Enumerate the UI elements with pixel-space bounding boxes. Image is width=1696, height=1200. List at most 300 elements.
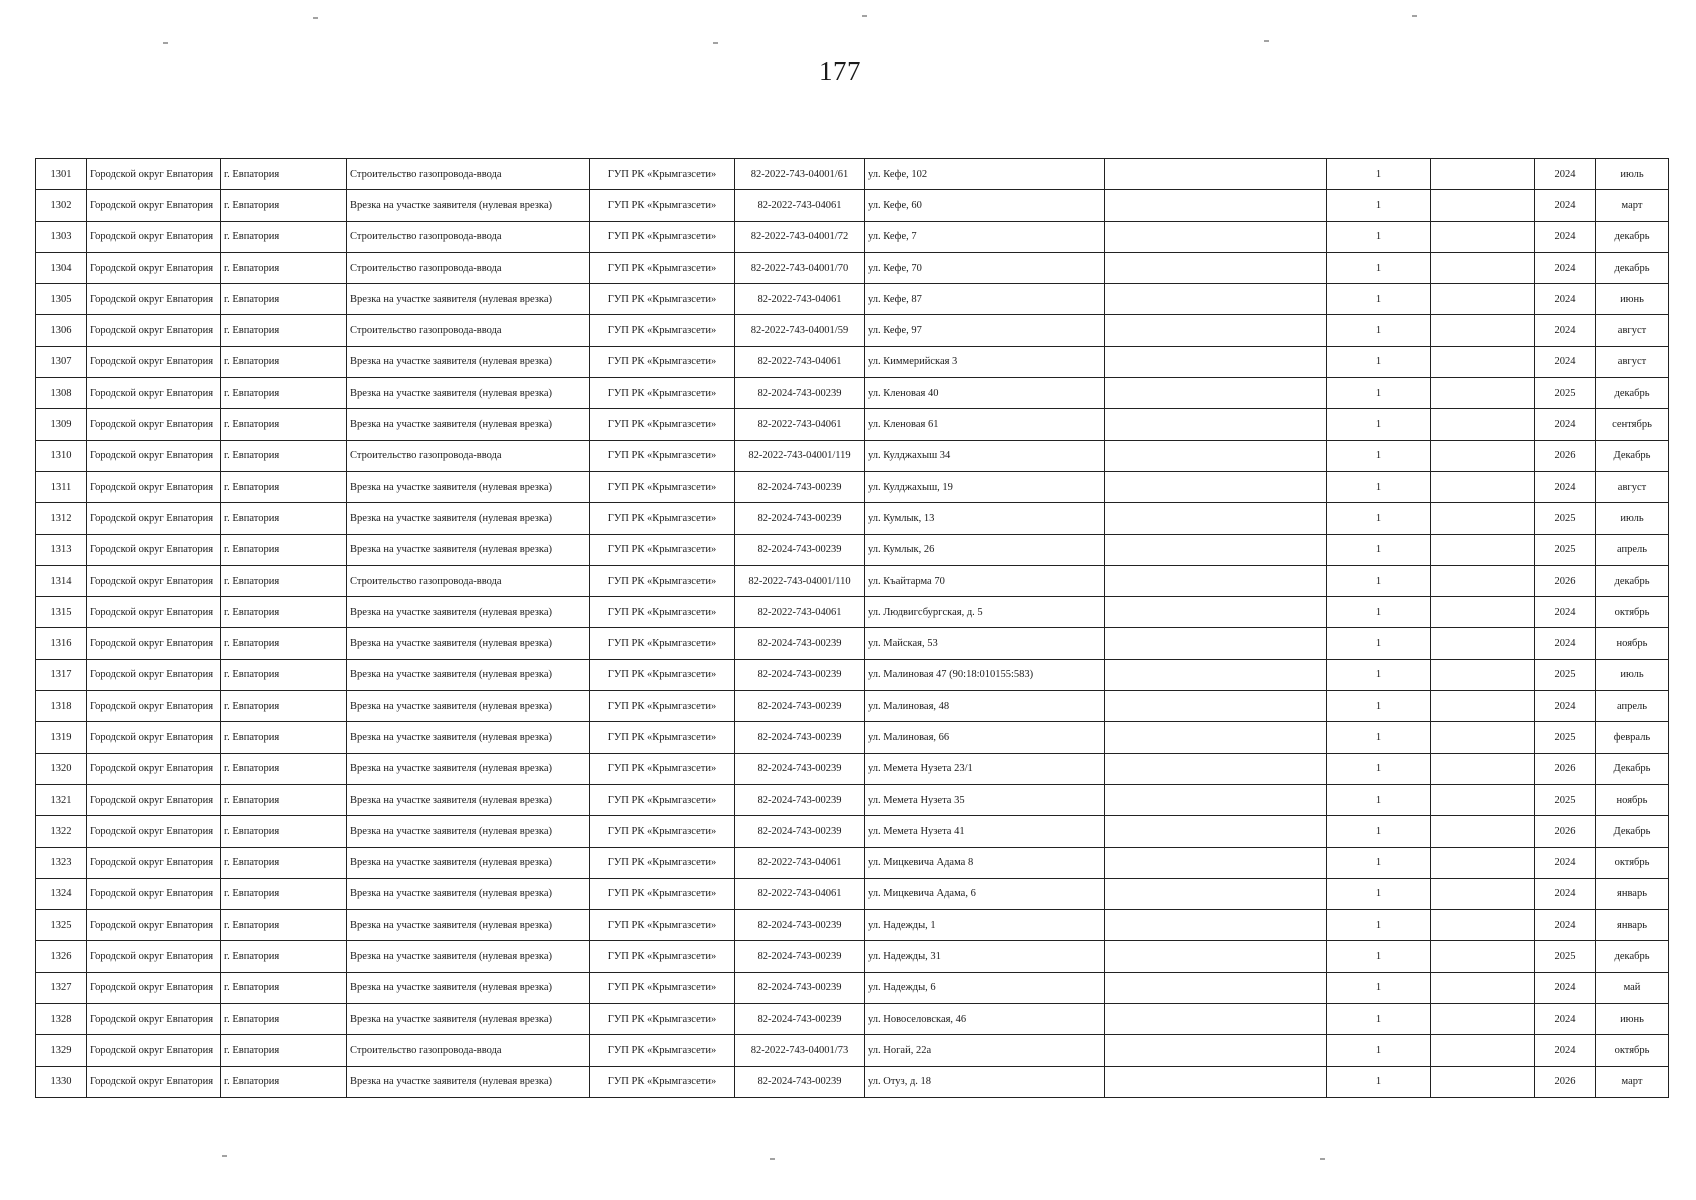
month-cell: Декабрь <box>1596 440 1669 471</box>
empty-cell <box>1105 346 1327 377</box>
quantity-cell: 1 <box>1327 440 1431 471</box>
district-cell: Городской округ Евпатория <box>87 878 221 909</box>
table-row <box>36 878 1669 909</box>
empty-cell <box>1431 471 1535 502</box>
table-body <box>36 159 1669 1098</box>
address-cell: ул. Малиновая, 48 <box>865 691 1105 722</box>
district-cell: Городской округ Евпатория <box>87 440 221 471</box>
work-type-cell: Врезка на участке заявителя (нулевая врезка) <box>347 816 590 847</box>
address-cell: ул. Новоселовская, 46 <box>865 1004 1105 1035</box>
month-cell: Декабрь <box>1596 816 1669 847</box>
year-cell: 2024 <box>1535 910 1596 941</box>
year-cell: 2026 <box>1535 753 1596 784</box>
address-cell: ул. Кефе, 97 <box>865 315 1105 346</box>
work-type-cell: Врезка на участке заявителя (нулевая врезка) <box>347 784 590 815</box>
city-cell: г. Евпатория <box>221 346 347 377</box>
month-cell: август <box>1596 315 1669 346</box>
scan-speck <box>313 17 318 19</box>
project-code-cell: 82-2024-743-00239 <box>735 941 865 972</box>
table-row <box>36 941 1669 972</box>
month-cell: август <box>1596 471 1669 502</box>
address-cell: ул. Мемета Нузета 23/1 <box>865 753 1105 784</box>
work-type-cell: Врезка на участке заявителя (нулевая врезка) <box>347 534 590 565</box>
year-cell: 2025 <box>1535 722 1596 753</box>
address-cell: ул. Кленовая 40 <box>865 378 1105 409</box>
empty-cell <box>1105 378 1327 409</box>
district-cell: Городской округ Евпатория <box>87 816 221 847</box>
organization-cell: ГУП РК «Крымгазсети» <box>590 565 735 596</box>
empty-cell <box>1105 816 1327 847</box>
empty-cell <box>1105 722 1327 753</box>
organization-cell: ГУП РК «Крымгазсети» <box>590 972 735 1003</box>
month-cell: апрель <box>1596 534 1669 565</box>
table-row <box>36 628 1669 659</box>
quantity-cell: 1 <box>1327 1035 1431 1066</box>
organization-cell: ГУП РК «Крымгазсети» <box>590 284 735 315</box>
organization-cell: ГУП РК «Крымгазсети» <box>590 503 735 534</box>
work-type-cell: Врезка на участке заявителя (нулевая врезка) <box>347 378 590 409</box>
work-type-cell: Врезка на участке заявителя (нулевая врезка) <box>347 597 590 628</box>
district-cell: Городской округ Евпатория <box>87 534 221 565</box>
organization-cell: ГУП РК «Крымгазсети» <box>590 691 735 722</box>
year-cell: 2025 <box>1535 503 1596 534</box>
work-type-cell: Врезка на участке заявителя (нулевая врезка) <box>347 847 590 878</box>
year-cell: 2024 <box>1535 252 1596 283</box>
address-cell: ул. Ногай, 22а <box>865 1035 1105 1066</box>
year-cell: 2024 <box>1535 409 1596 440</box>
organization-cell: ГУП РК «Крымгазсети» <box>590 1035 735 1066</box>
address-cell: ул. Мемета Нузета 41 <box>865 816 1105 847</box>
project-code-cell: 82-2024-743-00239 <box>735 1066 865 1097</box>
district-cell: Городской округ Евпатория <box>87 597 221 628</box>
empty-cell <box>1105 221 1327 252</box>
row-number-cell: 1302 <box>36 190 87 221</box>
district-cell: Городской округ Евпатория <box>87 784 221 815</box>
organization-cell: ГУП РК «Крымгазсети» <box>590 1066 735 1097</box>
row-number-cell: 1315 <box>36 597 87 628</box>
row-number-cell: 1317 <box>36 659 87 690</box>
empty-cell <box>1105 753 1327 784</box>
city-cell: г. Евпатория <box>221 753 347 784</box>
empty-cell <box>1105 1004 1327 1035</box>
project-code-cell: 82-2022-743-04001/61 <box>735 159 865 190</box>
work-type-cell: Врезка на участке заявителя (нулевая врезка) <box>347 628 590 659</box>
row-number-cell: 1313 <box>36 534 87 565</box>
quantity-cell: 1 <box>1327 378 1431 409</box>
quantity-cell: 1 <box>1327 346 1431 377</box>
month-cell: Декабрь <box>1596 753 1669 784</box>
work-type-cell: Врезка на участке заявителя (нулевая врезка) <box>347 346 590 377</box>
project-code-cell: 82-2022-743-04061 <box>735 346 865 377</box>
work-type-cell: Врезка на участке заявителя (нулевая врезка) <box>347 941 590 972</box>
organization-cell: ГУП РК «Крымгазсети» <box>590 784 735 815</box>
city-cell: г. Евпатория <box>221 221 347 252</box>
address-cell: ул. Мицкевича Адама 8 <box>865 847 1105 878</box>
empty-cell <box>1431 534 1535 565</box>
project-code-cell: 82-2024-743-00239 <box>735 691 865 722</box>
empty-cell <box>1105 784 1327 815</box>
empty-cell <box>1105 878 1327 909</box>
organization-cell: ГУП РК «Крымгазсети» <box>590 722 735 753</box>
project-code-cell: 82-2024-743-00239 <box>735 659 865 690</box>
quantity-cell: 1 <box>1327 691 1431 722</box>
row-number-cell: 1327 <box>36 972 87 1003</box>
project-code-cell: 82-2022-743-04061 <box>735 190 865 221</box>
row-number-cell: 1303 <box>36 221 87 252</box>
project-code-cell: 82-2024-743-00239 <box>735 972 865 1003</box>
empty-cell <box>1105 252 1327 283</box>
month-cell: октябрь <box>1596 597 1669 628</box>
address-cell: ул. Надежды, 1 <box>865 910 1105 941</box>
address-cell: ул. Надежды, 6 <box>865 972 1105 1003</box>
work-type-cell: Врезка на участке заявителя (нулевая врезка) <box>347 190 590 221</box>
year-cell: 2024 <box>1535 972 1596 1003</box>
empty-cell <box>1431 409 1535 440</box>
month-cell: май <box>1596 972 1669 1003</box>
empty-cell <box>1431 941 1535 972</box>
year-cell: 2024 <box>1535 597 1596 628</box>
city-cell: г. Евпатория <box>221 565 347 596</box>
organization-cell: ГУП РК «Крымгазсети» <box>590 659 735 690</box>
empty-cell <box>1105 440 1327 471</box>
district-cell: Городской округ Евпатория <box>87 628 221 659</box>
work-type-cell: Врезка на участке заявителя (нулевая врезка) <box>347 753 590 784</box>
city-cell: г. Евпатория <box>221 1004 347 1035</box>
city-cell: г. Евпатория <box>221 847 347 878</box>
quantity-cell: 1 <box>1327 221 1431 252</box>
quantity-cell: 1 <box>1327 1066 1431 1097</box>
organization-cell: ГУП РК «Крымгазсети» <box>590 346 735 377</box>
table-row <box>36 378 1669 409</box>
month-cell: декабрь <box>1596 565 1669 596</box>
empty-cell <box>1105 597 1327 628</box>
empty-cell <box>1431 597 1535 628</box>
month-cell: июль <box>1596 503 1669 534</box>
empty-cell <box>1105 659 1327 690</box>
table-row <box>36 910 1669 941</box>
district-cell: Городской округ Евпатория <box>87 252 221 283</box>
table-row <box>36 565 1669 596</box>
work-type-cell: Строительство газопровода-ввода <box>347 1035 590 1066</box>
district-cell: Городской округ Евпатория <box>87 941 221 972</box>
city-cell: г. Евпатория <box>221 597 347 628</box>
empty-cell <box>1105 1066 1327 1097</box>
city-cell: г. Евпатория <box>221 691 347 722</box>
empty-cell <box>1431 1004 1535 1035</box>
organization-cell: ГУП РК «Крымгазсети» <box>590 221 735 252</box>
empty-cell <box>1431 440 1535 471</box>
quantity-cell: 1 <box>1327 753 1431 784</box>
empty-cell <box>1431 252 1535 283</box>
table-row <box>36 1066 1669 1097</box>
empty-cell <box>1431 378 1535 409</box>
table-row <box>36 315 1669 346</box>
project-code-cell: 82-2024-743-00239 <box>735 753 865 784</box>
city-cell: г. Евпатория <box>221 628 347 659</box>
empty-cell <box>1431 972 1535 1003</box>
city-cell: г. Евпатория <box>221 659 347 690</box>
empty-cell <box>1105 284 1327 315</box>
month-cell: июль <box>1596 659 1669 690</box>
year-cell: 2025 <box>1535 784 1596 815</box>
year-cell: 2024 <box>1535 628 1596 659</box>
row-number-cell: 1305 <box>36 284 87 315</box>
city-cell: г. Евпатория <box>221 722 347 753</box>
project-code-cell: 82-2022-743-04001/59 <box>735 315 865 346</box>
work-type-cell: Врезка на участке заявителя (нулевая врезка) <box>347 722 590 753</box>
project-code-cell: 82-2022-743-04061 <box>735 847 865 878</box>
district-cell: Городской округ Евпатория <box>87 346 221 377</box>
empty-cell <box>1431 816 1535 847</box>
empty-cell <box>1431 784 1535 815</box>
row-number-cell: 1307 <box>36 346 87 377</box>
organization-cell: ГУП РК «Крымгазсети» <box>590 190 735 221</box>
organization-cell: ГУП РК «Крымгазсети» <box>590 471 735 502</box>
row-number-cell: 1318 <box>36 691 87 722</box>
address-cell: ул. Кленовая 61 <box>865 409 1105 440</box>
district-cell: Городской округ Евпатория <box>87 722 221 753</box>
project-code-cell: 82-2024-743-00239 <box>735 910 865 941</box>
table-row <box>36 1035 1669 1066</box>
quantity-cell: 1 <box>1327 534 1431 565</box>
organization-cell: ГУП РК «Крымгазсети» <box>590 941 735 972</box>
year-cell: 2024 <box>1535 1004 1596 1035</box>
work-type-cell: Врезка на участке заявителя (нулевая врезка) <box>347 910 590 941</box>
city-cell: г. Евпатория <box>221 1066 347 1097</box>
row-number-cell: 1322 <box>36 816 87 847</box>
month-cell: апрель <box>1596 691 1669 722</box>
year-cell: 2024 <box>1535 284 1596 315</box>
scan-speck <box>1264 40 1269 42</box>
district-cell: Городской округ Евпатория <box>87 659 221 690</box>
empty-cell <box>1105 972 1327 1003</box>
project-code-cell: 82-2024-743-00239 <box>735 471 865 502</box>
address-cell: ул. Кефе, 87 <box>865 284 1105 315</box>
row-number-cell: 1319 <box>36 722 87 753</box>
quantity-cell: 1 <box>1327 628 1431 659</box>
address-cell: ул. Кулджахыш, 19 <box>865 471 1105 502</box>
year-cell: 2024 <box>1535 878 1596 909</box>
year-cell: 2026 <box>1535 565 1596 596</box>
project-code-cell: 82-2024-743-00239 <box>735 503 865 534</box>
row-number-cell: 1329 <box>36 1035 87 1066</box>
work-type-cell: Врезка на участке заявителя (нулевая врезка) <box>347 659 590 690</box>
address-cell: ул. Кефе, 7 <box>865 221 1105 252</box>
year-cell: 2026 <box>1535 440 1596 471</box>
city-cell: г. Евпатория <box>221 784 347 815</box>
organization-cell: ГУП РК «Крымгазсети» <box>590 252 735 283</box>
city-cell: г. Евпатория <box>221 471 347 502</box>
district-cell: Городской округ Евпатория <box>87 190 221 221</box>
city-cell: г. Евпатория <box>221 972 347 1003</box>
empty-cell <box>1105 847 1327 878</box>
year-cell: 2024 <box>1535 1035 1596 1066</box>
organization-cell: ГУП РК «Крымгазсети» <box>590 910 735 941</box>
city-cell: г. Евпатория <box>221 910 347 941</box>
city-cell: г. Евпатория <box>221 534 347 565</box>
scan-speck <box>1320 1158 1325 1160</box>
organization-cell: ГУП РК «Крымгазсети» <box>590 753 735 784</box>
work-type-cell: Строительство газопровода-ввода <box>347 159 590 190</box>
city-cell: г. Евпатория <box>221 503 347 534</box>
organization-cell: ГУП РК «Крымгазсети» <box>590 409 735 440</box>
table-row <box>36 190 1669 221</box>
quantity-cell: 1 <box>1327 190 1431 221</box>
year-cell: 2025 <box>1535 378 1596 409</box>
month-cell: декабрь <box>1596 941 1669 972</box>
month-cell: март <box>1596 1066 1669 1097</box>
district-cell: Городской округ Евпатория <box>87 471 221 502</box>
year-cell: 2026 <box>1535 1066 1596 1097</box>
work-type-cell: Врезка на участке заявителя (нулевая врезка) <box>347 503 590 534</box>
empty-cell <box>1431 1035 1535 1066</box>
row-number-cell: 1304 <box>36 252 87 283</box>
table-row <box>36 409 1669 440</box>
empty-cell <box>1431 565 1535 596</box>
address-cell: ул. Отуз, д. 18 <box>865 1066 1105 1097</box>
organization-cell: ГУП РК «Крымгазсети» <box>590 1004 735 1035</box>
quantity-cell: 1 <box>1327 784 1431 815</box>
district-cell: Городской округ Евпатория <box>87 1066 221 1097</box>
row-number-cell: 1301 <box>36 159 87 190</box>
project-code-cell: 82-2024-743-00239 <box>735 378 865 409</box>
empty-cell <box>1105 159 1327 190</box>
empty-cell <box>1105 910 1327 941</box>
empty-cell <box>1431 691 1535 722</box>
scan-speck <box>713 42 718 44</box>
empty-cell <box>1105 190 1327 221</box>
year-cell: 2024 <box>1535 691 1596 722</box>
year-cell: 2024 <box>1535 190 1596 221</box>
work-type-cell: Строительство газопровода-ввода <box>347 440 590 471</box>
work-type-cell: Строительство газопровода-ввода <box>347 221 590 252</box>
district-cell: Городской округ Евпатория <box>87 221 221 252</box>
table-row <box>36 159 1669 190</box>
city-cell: г. Евпатория <box>221 378 347 409</box>
quantity-cell: 1 <box>1327 1004 1431 1035</box>
address-cell: ул. Кефе, 60 <box>865 190 1105 221</box>
scan-speck <box>1412 15 1417 17</box>
table-row <box>36 691 1669 722</box>
scan-speck <box>222 1155 227 1157</box>
work-type-cell: Строительство газопровода-ввода <box>347 252 590 283</box>
table-row <box>36 252 1669 283</box>
quantity-cell: 1 <box>1327 910 1431 941</box>
quantity-cell: 1 <box>1327 941 1431 972</box>
row-number-cell: 1312 <box>36 503 87 534</box>
year-cell: 2024 <box>1535 221 1596 252</box>
quantity-cell: 1 <box>1327 565 1431 596</box>
work-type-cell: Врезка на участке заявителя (нулевая врезка) <box>347 1066 590 1097</box>
row-number-cell: 1314 <box>36 565 87 596</box>
district-cell: Городской округ Евпатория <box>87 1004 221 1035</box>
year-cell: 2024 <box>1535 847 1596 878</box>
district-cell: Городской округ Евпатория <box>87 691 221 722</box>
row-number-cell: 1326 <box>36 941 87 972</box>
table-row <box>36 722 1669 753</box>
year-cell: 2024 <box>1535 159 1596 190</box>
table-row <box>36 816 1669 847</box>
empty-cell <box>1431 847 1535 878</box>
project-code-cell: 82-2024-743-00239 <box>735 628 865 659</box>
project-code-cell: 82-2022-743-04061 <box>735 284 865 315</box>
table-row <box>36 659 1669 690</box>
table-row <box>36 597 1669 628</box>
work-type-cell: Врезка на участке заявителя (нулевая врезка) <box>347 1004 590 1035</box>
district-cell: Городской округ Евпатория <box>87 972 221 1003</box>
organization-cell: ГУП РК «Крымгазсети» <box>590 534 735 565</box>
year-cell: 2025 <box>1535 659 1596 690</box>
table-row <box>36 471 1669 502</box>
empty-cell <box>1431 346 1535 377</box>
month-cell: октябрь <box>1596 1035 1669 1066</box>
city-cell: г. Евпатория <box>221 409 347 440</box>
empty-cell <box>1431 722 1535 753</box>
district-cell: Городской округ Евпатория <box>87 753 221 784</box>
quantity-cell: 1 <box>1327 659 1431 690</box>
row-number-cell: 1310 <box>36 440 87 471</box>
row-number-cell: 1311 <box>36 471 87 502</box>
year-cell: 2024 <box>1535 471 1596 502</box>
empty-cell <box>1431 284 1535 315</box>
address-cell: ул. Надежды, 31 <box>865 941 1105 972</box>
district-cell: Городской округ Евпатория <box>87 409 221 440</box>
quantity-cell: 1 <box>1327 597 1431 628</box>
row-number-cell: 1324 <box>36 878 87 909</box>
address-cell: ул. Малиновая, 66 <box>865 722 1105 753</box>
month-cell: октябрь <box>1596 847 1669 878</box>
row-number-cell: 1316 <box>36 628 87 659</box>
table-row <box>36 1004 1669 1035</box>
row-number-cell: 1330 <box>36 1066 87 1097</box>
table-row <box>36 503 1669 534</box>
empty-cell <box>1105 941 1327 972</box>
organization-cell: ГУП РК «Крымгазсети» <box>590 440 735 471</box>
quantity-cell: 1 <box>1327 315 1431 346</box>
row-number-cell: 1306 <box>36 315 87 346</box>
table-row <box>36 784 1669 815</box>
address-cell: ул. Кумлык, 13 <box>865 503 1105 534</box>
registry-table <box>35 158 1669 1098</box>
table-row <box>36 972 1669 1003</box>
project-code-cell: 82-2022-743-04061 <box>735 597 865 628</box>
empty-cell <box>1431 221 1535 252</box>
year-cell: 2024 <box>1535 346 1596 377</box>
quantity-cell: 1 <box>1327 159 1431 190</box>
project-code-cell: 82-2022-743-04001/72 <box>735 221 865 252</box>
address-cell: ул. Мицкевича Адама, 6 <box>865 878 1105 909</box>
city-cell: г. Евпатория <box>221 284 347 315</box>
table-row <box>36 847 1669 878</box>
quantity-cell: 1 <box>1327 409 1431 440</box>
city-cell: г. Евпатория <box>221 941 347 972</box>
organization-cell: ГУП РК «Крымгазсети» <box>590 878 735 909</box>
work-type-cell: Врезка на участке заявителя (нулевая врезка) <box>347 972 590 1003</box>
address-cell: ул. Людвигсбургская, д. 5 <box>865 597 1105 628</box>
empty-cell <box>1105 1035 1327 1066</box>
work-type-cell: Врезка на участке заявителя (нулевая врезка) <box>347 691 590 722</box>
page-number: 177 <box>819 56 861 86</box>
address-cell: ул. Малиновая 47 (90:18:010155:583) <box>865 659 1105 690</box>
address-cell: ул. Мемета Нузета 35 <box>865 784 1105 815</box>
year-cell: 2024 <box>1535 315 1596 346</box>
empty-cell <box>1431 159 1535 190</box>
table-row <box>36 440 1669 471</box>
organization-cell: ГУП РК «Крымгазсети» <box>590 315 735 346</box>
empty-cell <box>1431 1066 1535 1097</box>
month-cell: ноябрь <box>1596 784 1669 815</box>
city-cell: г. Евпатория <box>221 315 347 346</box>
